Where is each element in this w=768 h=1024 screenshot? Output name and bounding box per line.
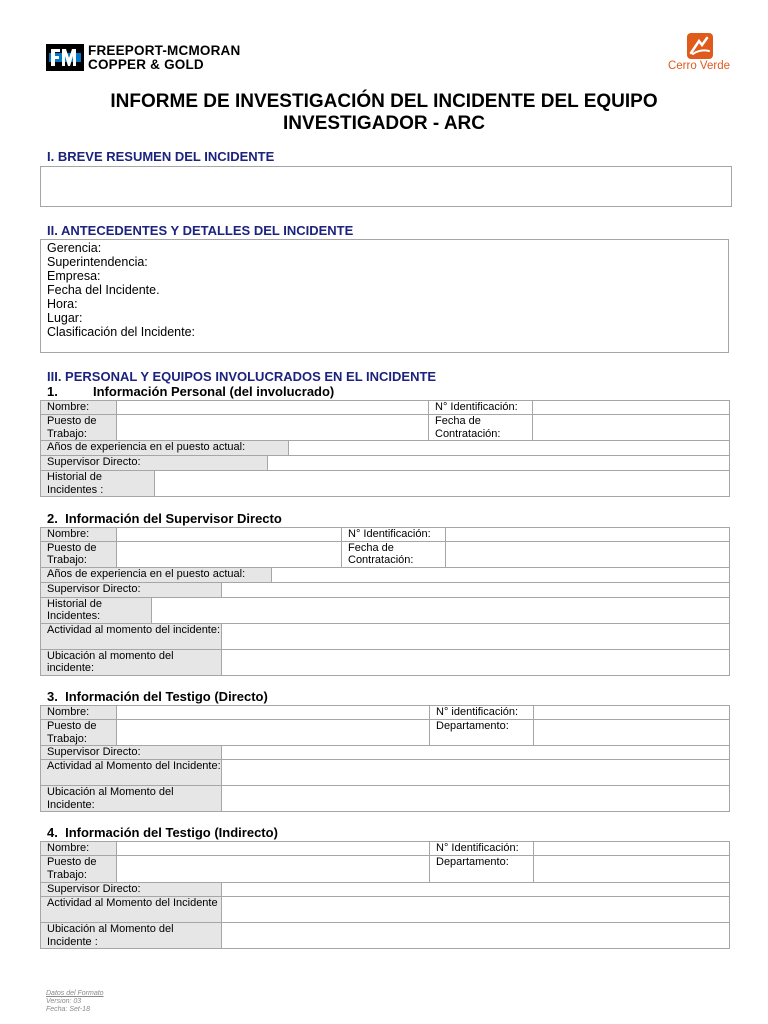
table-row [41, 786, 730, 812]
table-row [41, 760, 730, 786]
label-historial: Historial de Incidentes: [41, 597, 152, 623]
table-row [41, 441, 730, 456]
field-lugar: Lugar: [47, 311, 83, 325]
label-ubicacion: Ubicación al Momento del Incidente: [41, 786, 222, 812]
input-identificacion[interactable] [534, 706, 730, 720]
input-nombre[interactable] [117, 706, 430, 720]
personal-info-table [40, 400, 730, 497]
table-row [41, 582, 730, 597]
document-title-line2: INVESTIGADOR - ARC [283, 113, 485, 134]
input-fecha-contratacion[interactable] [446, 541, 730, 567]
input-historial[interactable] [152, 597, 730, 623]
label-identificacion: N° identificación: [430, 706, 534, 720]
label-departamento: Departamento: [430, 856, 534, 883]
label-puesto: Puesto de Trabajo: [41, 720, 117, 746]
label-nombre: Nombre: [41, 706, 117, 720]
label-actividad: Actividad al momento del incidente: [41, 623, 222, 649]
subsection-4-number: 4. [47, 825, 58, 840]
field-superintendencia: Superintendencia: [47, 255, 148, 269]
input-actividad[interactable] [222, 760, 730, 786]
table-row [41, 649, 730, 675]
input-supervisor[interactable] [268, 456, 730, 471]
label-actividad: Actividad al Momento del Incidente [41, 897, 222, 923]
input-departamento[interactable] [534, 856, 730, 883]
subsection-4-title: Información del Testigo (Indirecto) [65, 825, 278, 840]
input-nombre[interactable] [117, 401, 429, 415]
field-hora: Hora: [47, 297, 78, 311]
label-identificacion: N° Identificación: [430, 842, 534, 856]
input-identificacion[interactable] [446, 528, 730, 542]
incident-details-box[interactable] [40, 239, 729, 353]
input-identificacion[interactable] [533, 401, 730, 415]
label-identificacion: N° Identificación: [342, 528, 446, 542]
footer-date: Fecha: Set-18 [46, 1006, 90, 1013]
input-anios-experiencia[interactable] [272, 567, 730, 582]
input-ubicacion[interactable] [222, 923, 730, 949]
document-title [40, 91, 728, 135]
subsection-3-number: 3. [47, 689, 58, 704]
subsidiary-name: Cerro Verde [667, 60, 730, 72]
input-supervisor[interactable] [222, 582, 730, 597]
section-3-heading: III. PERSONAL Y EQUIPOS INVOLUCRADOS EN EL INCIDENTE [47, 369, 437, 384]
subsection-1-title: Información Personal (del involucrado) [93, 384, 335, 399]
label-nombre: Nombre: [41, 528, 117, 542]
label-departamento: Departamento: [430, 720, 534, 746]
input-puesto[interactable] [117, 720, 430, 746]
cerro-verde-logo [662, 33, 736, 75]
label-anios-experiencia: Años de experiencia en el puesto actual: [41, 567, 272, 582]
label-puesto: Puesto de Trabajo: [41, 541, 117, 567]
label-supervisor: Supervisor Directo: [41, 582, 222, 597]
subsection-4-heading [47, 825, 278, 840]
table-row [41, 856, 730, 883]
input-nombre[interactable] [117, 528, 342, 542]
input-puesto[interactable] [117, 415, 429, 441]
input-nombre[interactable] [117, 842, 430, 856]
input-ubicacion[interactable] [222, 649, 730, 675]
summary-input-box[interactable] [40, 166, 732, 207]
input-anios-experiencia[interactable] [289, 441, 730, 456]
subsection-1-heading [47, 384, 334, 399]
table-row [41, 528, 730, 542]
supervisor-info-table [40, 527, 730, 676]
direct-witness-table [40, 705, 730, 812]
subsection-3-title: Información del Testigo (Directo) [65, 689, 268, 704]
input-puesto[interactable] [117, 541, 342, 567]
table-row [41, 471, 730, 497]
freeport-mcmoran-logo [46, 44, 246, 72]
input-identificacion[interactable] [534, 842, 730, 856]
company-name [88, 44, 240, 71]
table-row [41, 401, 730, 415]
field-fecha-incidente: Fecha del Incidente. [47, 283, 160, 297]
table-row [41, 897, 730, 923]
label-puesto: Puesto de Trabajo: [41, 415, 117, 441]
label-supervisor: Supervisor Directo: [41, 883, 222, 897]
label-historial: Historial de Incidentes : [41, 471, 155, 497]
input-supervisor[interactable] [222, 883, 730, 897]
subsection-2-number: 2. [47, 511, 58, 526]
label-nombre: Nombre: [41, 401, 117, 415]
label-actividad: Actividad al Momento del Incidente: [41, 760, 222, 786]
table-row [41, 720, 730, 746]
table-row [41, 623, 730, 649]
table-row [41, 746, 730, 760]
input-actividad[interactable] [222, 623, 730, 649]
label-anios-experiencia: Años de experiencia en el puesto actual: [41, 441, 289, 456]
label-ubicacion: Ubicación al Momento del Incidente : [41, 923, 222, 949]
table-row [41, 706, 730, 720]
table-row [41, 456, 730, 471]
label-ubicacion: Ubicación al momento del incidente: [41, 649, 222, 675]
fcx-logo-icon [46, 44, 84, 71]
section-2-heading: II. ANTECEDENTES Y DETALLES DEL INCIDENTE [47, 223, 354, 238]
field-empresa: Empresa: [47, 269, 101, 283]
input-puesto[interactable] [117, 856, 430, 883]
input-fecha-contratacion[interactable] [533, 415, 730, 441]
input-departamento[interactable] [534, 720, 730, 746]
table-row [41, 842, 730, 856]
company-name-line2: COPPER & GOLD [88, 56, 204, 72]
indirect-witness-table [40, 841, 730, 949]
subsection-2-heading [47, 511, 282, 526]
table-row [41, 883, 730, 897]
label-fecha-contratacion: Fecha de Contratación: [429, 415, 533, 441]
input-supervisor[interactable] [222, 746, 730, 760]
table-row [41, 415, 730, 441]
section-1-heading: I. BREVE RESUMEN DEL INCIDENTE [47, 149, 275, 164]
document-title-line1: INFORME DE INVESTIGACIÓN DEL INCIDENTE DEL EQUIPO [110, 91, 658, 112]
footer-format-title: Datos del Formato [46, 990, 104, 997]
footer-version: Version: 03 [46, 998, 82, 1005]
input-actividad[interactable] [222, 897, 730, 923]
table-row [41, 567, 730, 582]
field-clasificacion: Clasificación del Incidente: [47, 325, 195, 339]
format-footer [46, 990, 104, 1014]
input-ubicacion[interactable] [222, 786, 730, 812]
label-puesto: Puesto de Trabajo: [41, 856, 117, 883]
table-row [41, 541, 730, 567]
input-historial[interactable] [155, 471, 730, 497]
field-gerencia: Gerencia: [47, 241, 102, 255]
label-supervisor: Supervisor Directo: [41, 746, 222, 760]
subsection-2-title: Información del Supervisor Directo [65, 511, 282, 526]
label-supervisor: Supervisor Directo: [41, 456, 268, 471]
subsection-1-number: 1. [47, 384, 58, 399]
label-fecha-contratacion: Fecha de Contratación: [342, 541, 446, 567]
label-nombre: Nombre: [41, 842, 117, 856]
subsection-3-heading [47, 689, 268, 704]
table-row [41, 597, 730, 623]
table-row [41, 923, 730, 949]
cerro-verde-logo-icon [687, 33, 713, 59]
company-name-line1: FREEPORT-MCMORAN [88, 43, 241, 58]
label-identificacion: N° Identificación: [429, 401, 533, 415]
